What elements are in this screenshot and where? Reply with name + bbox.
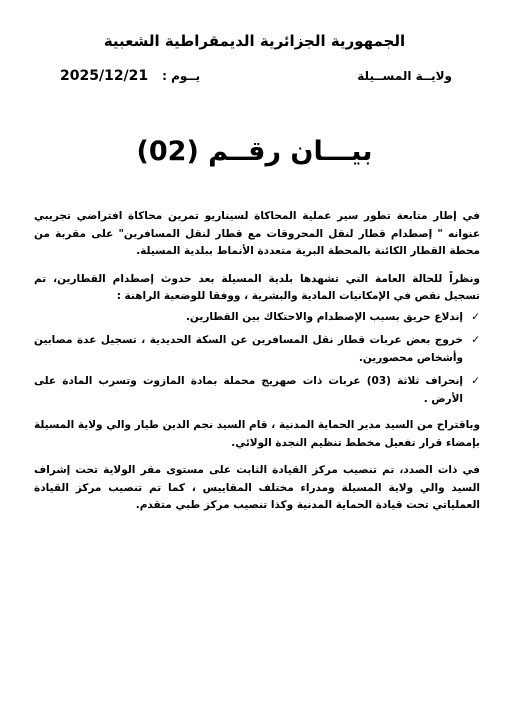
list-item (34, 309, 480, 327)
wilaya-label: ولايــة المســيلة (357, 69, 452, 83)
situation-paragraph: ونظراً للحالة العامة التي تشهدها بلدية المسيلة بعد حدوث إصطدام القطارين، تم تسجيل نقص في الإمكانيات المادية والبشرية ، ووفقا للوضعية الراهنة : (34, 272, 480, 302)
republic-header: الجمهورية الجزائرية الديمقراطية الشعبية (103, 32, 406, 50)
list-item-text: إنحراف ثلاثة (03) عربات ذات صهريج محملة بمادة المازوت وتسرب المادة على الأرض . (34, 375, 463, 405)
statement-body (34, 208, 480, 515)
date-value: 2025/12/21 (60, 68, 149, 84)
date-label: يــوم : (162, 69, 201, 83)
list-item (34, 373, 480, 408)
checkmark-icon: ✓ (471, 334, 480, 346)
header-meta-row (60, 68, 452, 84)
checkmark-icon: ✓ (471, 310, 480, 323)
list-item-text: خروج بعض عربات قطار نقل المسافرين عن السكة الحديدية ، تسجيل عدة مصابين وأشخاص محصورين. (34, 334, 463, 364)
command-paragraph: في ذات الصدد، تم تنصيب مركز القيادة الثابت على مستوى مقر الولاية تحت إشراف السيد والي ولاية المسيلة ومدراء مختلف المقاييس ، كما تم تنصيب مركز القيادة العملياتي تحت قيادة الحماية المدنية وكذا تنصيب مركز طبي متقدم. (34, 464, 480, 511)
checkmark-icon: ✓ (471, 375, 480, 387)
proposal-paragraph: وباقتراح من السيد مدير الحماية المدنية ، قام السيد نجم الدين طيار والي ولاية المسيلة بإمضاء قرار تفعيل مخطط تنظيم النجدة الولائي. (34, 419, 480, 449)
statement-title: بيـــان رقــم (02) (136, 136, 373, 167)
date-block (60, 68, 200, 84)
list-item-text: إندلاع حريق بسبب الإصطدام والاحتكاك بين القطارين. (185, 310, 463, 323)
situation-list (34, 309, 480, 409)
intro-paragraph: في إطار متابعة تطور سير عملية المحاكاة لسيناريو تمرين محاكاة افتراضي تجريبي عنوانه " إصطدام قطار لنقل المحروقات مع قطار لنقل المسافرين" على مقربة من محطة القطار الكائنة بالمحطة البرية متعددة الأنماط ببلدية المسيلة. (34, 210, 480, 257)
list-item (34, 332, 480, 367)
